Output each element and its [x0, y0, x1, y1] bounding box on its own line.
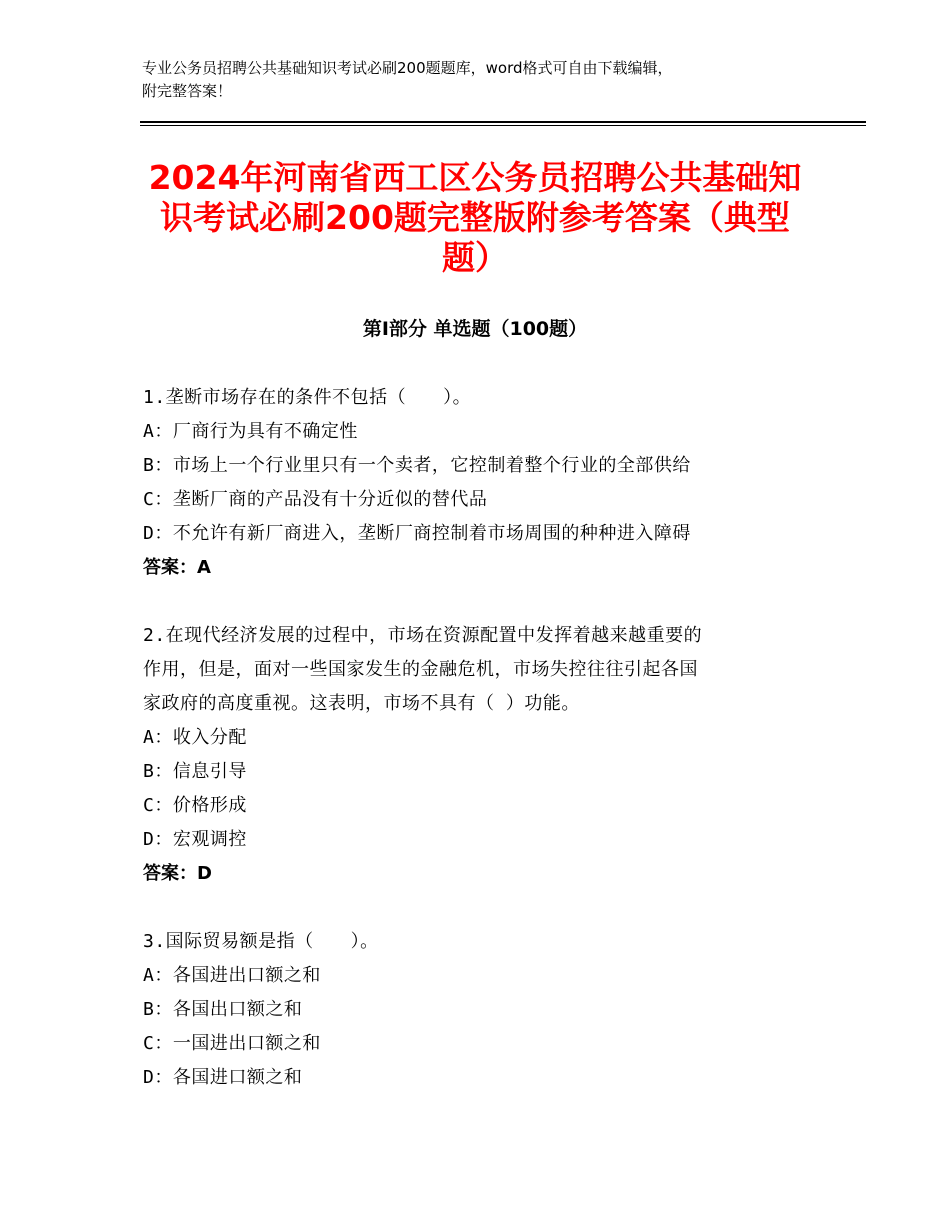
option-c: C：一国进出口额之和 — [143, 1033, 321, 1054]
header-note — [142, 57, 812, 103]
document-title-line: 2024年河南省西工区公务员招聘公共基础知 — [148, 158, 802, 197]
header-note-line: 附完整答案！ — [142, 82, 233, 100]
option-c: C：价格形成 — [143, 795, 247, 816]
option-d: D：各国进口额之和 — [143, 1067, 303, 1088]
header-divider-thin — [140, 125, 866, 126]
question-stem: 3.国际贸易额是指（ ）。 — [143, 931, 379, 952]
question-stem: 作用，但是，面对一些国家发生的金融危机，市场失控往往引起各国 — [143, 659, 698, 680]
question-block — [143, 619, 813, 891]
answer-line: 答案：A — [143, 557, 211, 578]
question-spacer — [143, 891, 813, 925]
question-block — [143, 925, 813, 1095]
question-block — [143, 381, 813, 585]
document-title-line: 识考试必刷200题完整版附参考答案（典型 — [160, 198, 790, 237]
question-stem: 2.在现代经济发展的过程中，市场在资源配置中发挥着越来越重要的 — [143, 625, 703, 646]
document-title — [140, 158, 810, 278]
option-b: B：信息引导 — [143, 761, 247, 782]
option-d: D：宏观调控 — [143, 829, 247, 850]
option-b: B：各国出口额之和 — [143, 999, 303, 1020]
option-a: A：厂商行为具有不确定性 — [143, 421, 358, 442]
option-a: A：收入分配 — [143, 727, 247, 748]
section-title: 第Ⅰ部分 单选题（100题） — [362, 318, 588, 340]
question-list — [143, 381, 813, 1095]
option-b: B：市场上一个行业里只有一个卖者，它控制着整个行业的全部供给 — [143, 455, 691, 476]
question-stem: 家政府的高度重视。这表明，市场不具有（ ）功能。 — [143, 693, 580, 714]
question-stem: 1.垄断市场存在的条件不包括（ ）。 — [143, 387, 472, 408]
option-d: D：不允许有新厂商进入，垄断厂商控制着市场周围的种种进入障碍 — [143, 523, 691, 544]
header-note-line: 专业公务员招聘公共基础知识考试必刷200题题库，word格式可自由下载编辑， — [142, 59, 673, 77]
question-spacer — [143, 585, 813, 619]
document-title-line: 题） — [442, 238, 508, 277]
option-a: A：各国进出口额之和 — [143, 965, 321, 986]
header-divider-thick — [140, 121, 866, 123]
answer-line: 答案：D — [143, 863, 212, 884]
option-c: C：垄断厂商的产品没有十分近似的替代品 — [143, 489, 488, 510]
